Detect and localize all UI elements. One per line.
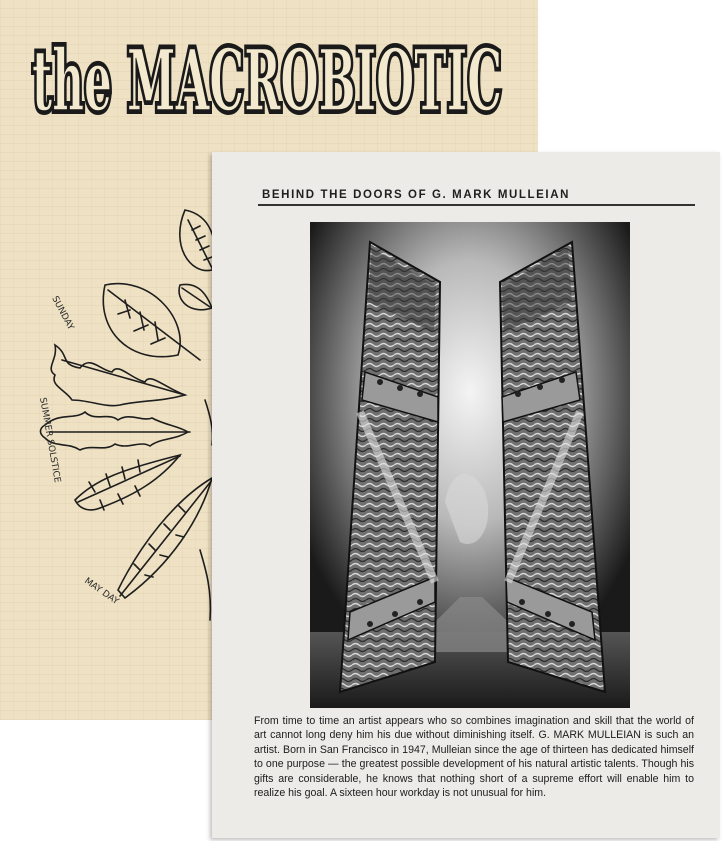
- leaf-oak: [40, 412, 188, 450]
- doors-photograph: [310, 222, 630, 708]
- article-body: From time to time an artist appears who so combines imagination and skill that the world of art cannot long deny him his due without diminishing itself. G. MARK MULLEIAN is such an artist. Born in San Francisco in 1947, Mulleian since the age of thirteen has dedicated himself to one purpose — the greatest possible development of his natural artistic talents. Though his gifts are considerable, he knows that nothing short of a supreme effort will enable him to realize his goal. A sixteen hour workday is not unusual for him.: [254, 715, 694, 800]
- svg-text:the MACROBIOTIC: the MACROBIOTIC: [32, 31, 503, 130]
- masthead: [28, 22, 508, 132]
- title-divider: [258, 204, 695, 206]
- svg-text:the MACROBIOTIC: the MACROBIOTIC: [32, 31, 503, 130]
- article-title: BEHIND THE DOORS OF G. MARK MULLEIAN: [262, 189, 571, 201]
- label-sunday: SUNDAY: [49, 294, 76, 332]
- article-page: [212, 152, 720, 838]
- label-summer-solstice: SUMMER SOLSTICE: [37, 396, 62, 484]
- masthead-logo: [28, 22, 508, 132]
- label-may-day: MAY DAY: [82, 576, 121, 608]
